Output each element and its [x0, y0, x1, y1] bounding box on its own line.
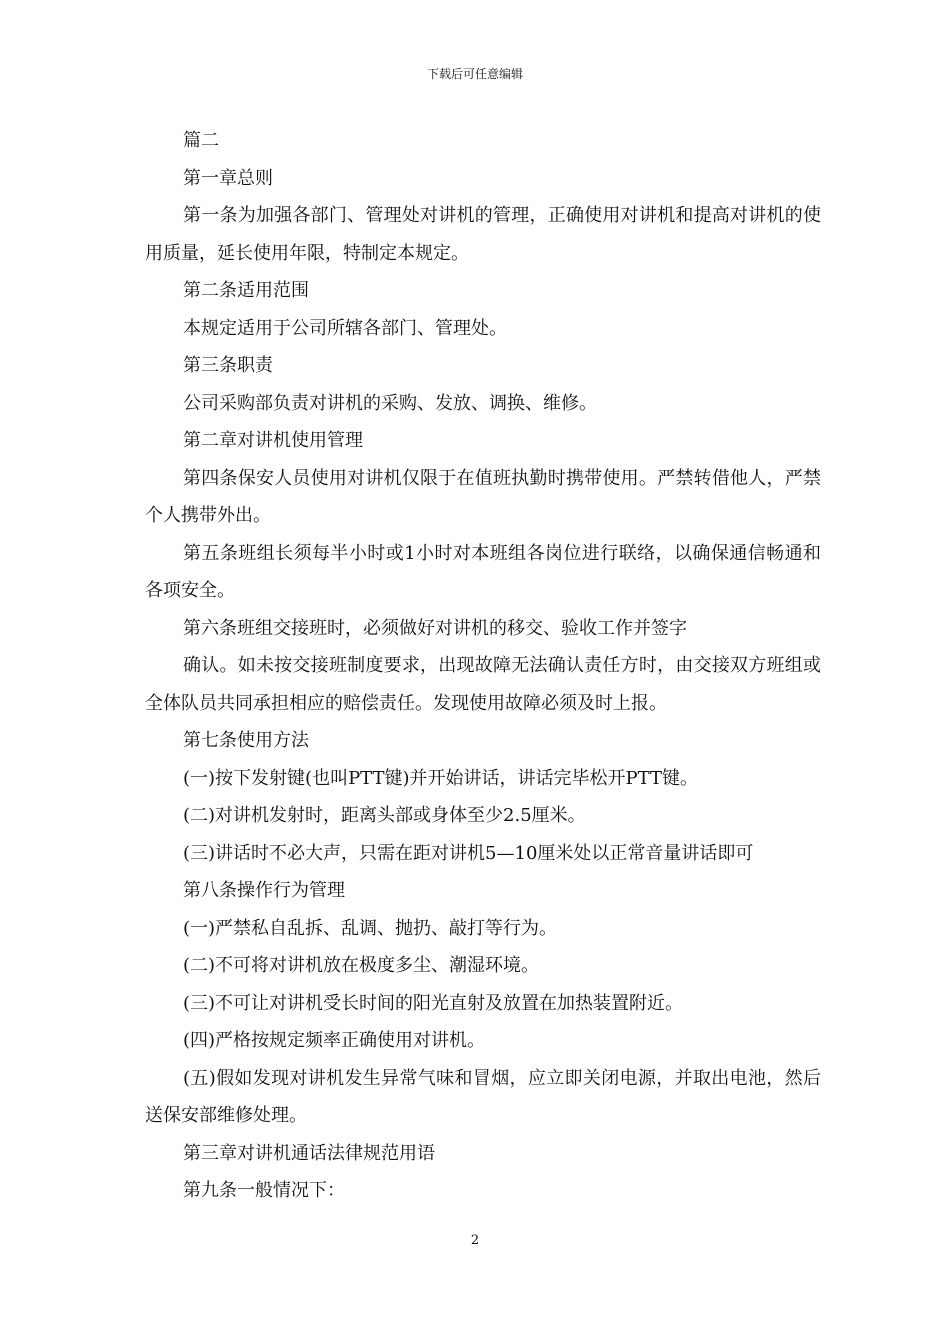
- article-heading: 第九条一般情况下：: [183, 1180, 345, 1201]
- paragraph: 本规定适用于公司所辖各部门、管理处。: [183, 317, 507, 339]
- list-item: (二)不可将对讲机放在极度多尘、潮湿环境。: [183, 955, 540, 976]
- list-item: (五)假如发现对讲机发生异常气味和冒烟，应立即关闭电源，并取出电池，然后送保安部维修处理。: [145, 1067, 821, 1126]
- paragraph: 第五条班组长须每半小时或1小时对本班组各岗位进行联络，以确保通信畅通和各项安全。: [145, 542, 821, 601]
- article-heading: 第二条适用范围: [183, 280, 309, 301]
- page-number: 2: [470, 1233, 480, 1248]
- paragraph: 第六条班组交接班时，必须做好对讲机的移交、验收工作并签字: [183, 617, 687, 639]
- list-item: (三)讲话时不必大声，只需在距对讲机5—10厘米处以正常音量讲话即可: [183, 842, 754, 864]
- article-heading: 第八条操作行为管理: [183, 880, 345, 901]
- list-item: (一)严禁私自乱拆、乱调、抛扔、敲打等行为。: [183, 917, 558, 939]
- paragraph: 第四条保安人员使用对讲机仅限于在值班执勤时携带使用。严禁转借他人，严禁个人携带外出。: [145, 467, 821, 526]
- list-item: (四)严格按规定频率正确使用对讲机。: [183, 1030, 486, 1051]
- list-item: (一)按下发射键(也叫PTT键)并开始讲话，讲话完毕松开PTT键。: [183, 767, 699, 789]
- page-header: 下载后可任意编辑: [426, 67, 523, 81]
- section-heading: 篇二: [183, 130, 219, 151]
- document-body: [145, 122, 821, 1210]
- chapter-heading: 第二章对讲机使用管理: [183, 430, 363, 451]
- paragraph: 第一条为加强各部门、管理处对讲机的管理，正确使用对讲机和提高对讲机的使用质量，延长使用年限，特制定本规定。: [145, 205, 821, 264]
- chapter-heading: 第三章对讲机通话法律规范用语: [183, 1142, 435, 1164]
- list-item: (三)不可让对讲机受长时间的阳光直射及放置在加热装置附近。: [183, 992, 684, 1014]
- chapter-heading: 第一章总则: [183, 167, 273, 189]
- paragraph: 确认。如未按交接班制度要求，出现故障无法确认责任方时，由交接双方班组或全体队员共同承担相应的赔偿责任。发现使用故障必须及时上报。: [145, 655, 821, 714]
- article-heading: 第三条职责: [183, 355, 273, 376]
- paragraph: 公司采购部负责对讲机的采购、发放、调换、维修。: [183, 392, 597, 414]
- article-heading: 第七条使用方法: [183, 730, 309, 751]
- list-item: (二)对讲机发射时，距离头部或身体至少2.5厘米。: [183, 805, 586, 826]
